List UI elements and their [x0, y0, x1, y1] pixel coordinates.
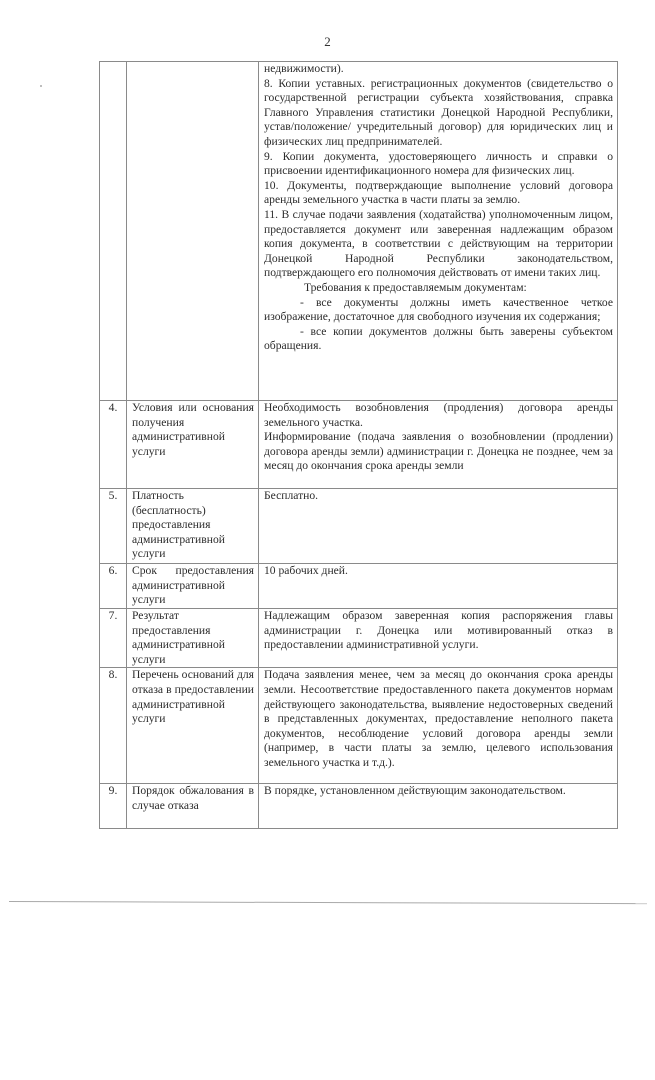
row-number-cell: 6. [100, 564, 127, 609]
row-label-cell: Результат предоставления административной услуги [127, 609, 259, 668]
row-label-cell: Порядок обжалования в случае отказа [127, 784, 259, 829]
page-number: 2 [324, 34, 331, 49]
row-value-cell [259, 609, 618, 668]
row-value-paragraph: Бесплатно. [264, 489, 319, 502]
administrative-service-table [99, 61, 618, 829]
document-list-item: недвижимости). [264, 62, 344, 75]
row-value-paragraph: В порядке, установленном действующим законодательством. [264, 784, 566, 798]
document-list-item: 9. Копии документа, удостоверяющего личность и справки о присвоении идентификационного номера для физических лиц. [264, 149, 613, 178]
row-number-cell: 5. [100, 489, 127, 564]
scan-speck [40, 85, 42, 87]
row-value-cell [259, 564, 618, 609]
row-value-cell [259, 489, 618, 564]
table-row-continuation [100, 62, 618, 401]
row-number-cell: 7. [100, 609, 127, 668]
row-value-paragraph: Подача заявления менее, чем за месяц до окончания срока аренды земли. Несоответствие предоставленного пакета документов нормам действующего законодательства, выявление недостоверных сведений в представленных документах, предоставление неполного пакета документов, несоблюдение условий договора аренды земли (например, в части платы за землю, целевого использования земельного участка и т.д.). [264, 668, 613, 769]
requirement-item: - все документы должны иметь качественное четкое изображение, достаточное для свободного изучения их содержания; [264, 295, 613, 324]
row-value-paragraph: Необходимость возобновления (продления) договора аренды земельного участка. [264, 401, 613, 429]
requirement-item: - все копии документов должны быть заверены субъектом обращения. [264, 324, 613, 353]
document-list-item: 10. Документы, подтверждающие выполнение условий договора аренды земельного участка в части платы за землю. [264, 178, 613, 207]
row-number-cell [100, 62, 127, 401]
table-row-result [100, 609, 618, 668]
row-value-cell [259, 784, 618, 829]
document-list-item: 11. В случае подачи заявления (ходатайства) уполномоченным лицом, предоставляется документ или заверенная надлежащим образом копия документа, в соответствии с действующим на территории Донецкой Народной Республики законодательством, подтверждающего его полномочия действовать от имени таких лиц. [264, 207, 613, 280]
row-label-cell: Перечень оснований для отказа в предоставлении административной услуги [127, 668, 259, 784]
row-number-cell: 8. [100, 668, 127, 784]
table-row-conditions [100, 401, 618, 489]
row-label-cell [127, 62, 259, 401]
row-label-cell: Срок предоставления административной услуги [127, 564, 259, 609]
document-list-item: 8. Копии уставных. регистрационных документов (свидетельство о государственной регистрации субъекта хозяйствования, справка Главного Управления статистики Донецкой Народной Республики, устав/положение/ учредительный договор) для юридических лиц и физических лиц предпринимателей. [264, 76, 613, 148]
row-value-paragraph: Информирование (подача заявления о возобновлении (продлении) договора аренды земли) администрации г. Донецка не позднее, чем за месяц до окончания срока аренды земли [264, 430, 613, 473]
row-label-cell: Условия или основания получения административной услуги [127, 401, 259, 489]
requirements-heading: Требования к предоставляемым документам: [304, 280, 527, 294]
row-value-cell [259, 401, 618, 489]
row-number-cell: 4. [100, 401, 127, 489]
table-row-refusal-grounds [100, 668, 618, 784]
row-value-paragraph: 10 рабочих дней. [264, 564, 348, 577]
table-row-appeal [100, 784, 618, 829]
table-row-duration [100, 564, 618, 609]
row-value-paragraph: Надлежащим образом заверенная копия распоряжения главы администрации г. Донецка или мотивированный отказ в предоставлении административной услуги. [264, 609, 613, 652]
row-label-cell: Платность (бесплатность) предоставления административной услуги [127, 489, 259, 564]
row-value-cell [259, 668, 618, 784]
row-value-cell [259, 62, 618, 401]
row-number-cell: 9. [100, 784, 127, 829]
table-row-fee [100, 489, 618, 564]
page-divider-line [9, 901, 647, 904]
